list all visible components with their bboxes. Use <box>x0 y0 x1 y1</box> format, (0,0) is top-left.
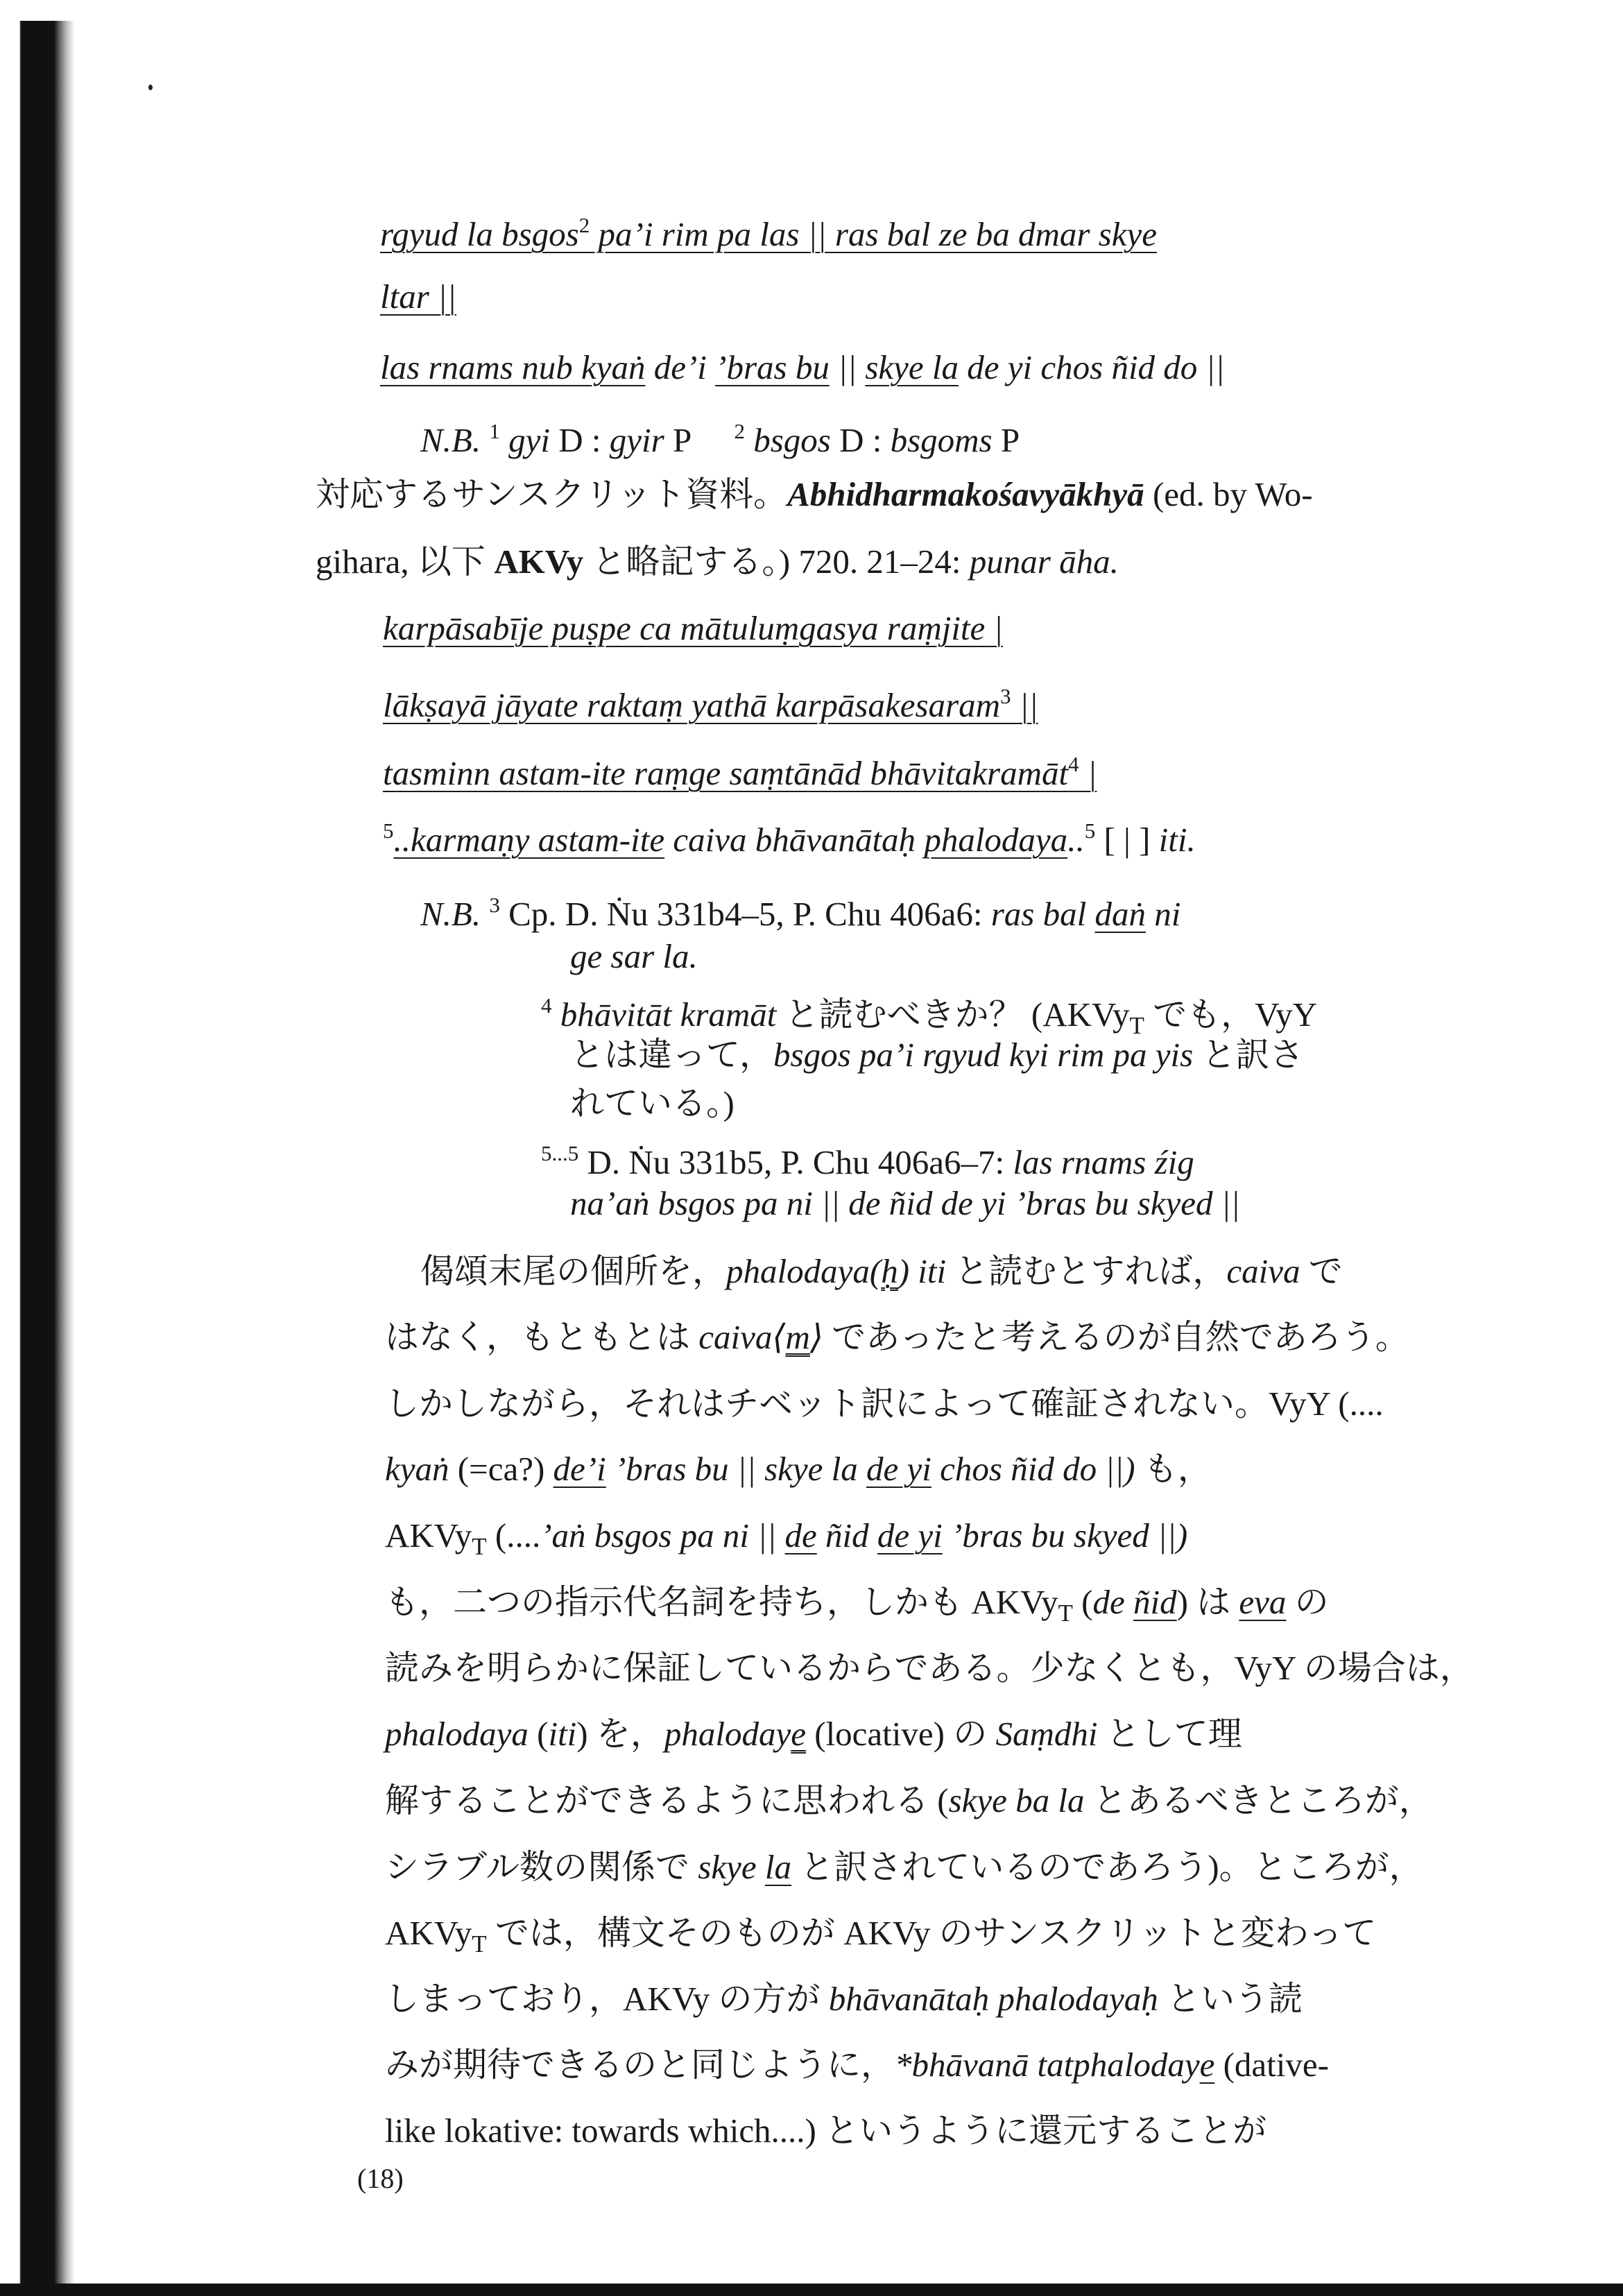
body-line-7: 読みを明らかに保証しているからである。少なくとも，VyY の場合は， <box>385 1649 1474 1687</box>
footnote-5-line-1: $^{5...5}$ D. Ṅu 331b5, P. Chu 406a6–7: las rnams źig <box>541 1141 1194 1181</box>
tibetan-verse-line-2: ltar || <box>380 277 456 316</box>
intro-line-2: gihara, 以下 AKVy と略記する。) 720. 21–24: punar āha. <box>316 542 1119 581</box>
body-line-1: 偈頌末尾の個所を，phalodaya(ḥ) iti と読むとすれば，caiva で <box>420 1252 1343 1290</box>
body-line-6: も，二つの指示代名詞を持ち，しかも AKVy$_T$ (de ñid) は eva の <box>385 1583 1329 1627</box>
sanskrit-verse-line-1: karpāsabīje puṣpe ca mātuluṃgasya raṃjite | <box>383 609 1004 647</box>
footnote-4-line-3: れている。) <box>570 1084 735 1122</box>
scan-speck <box>148 85 153 90</box>
footnote-nb-1-2: N.B. $^1$ gyi D : gyir P $^2$ bsgos D : bsgoms P <box>420 419 1020 459</box>
body-line-13: みが期待できるのと同じように，*bhāvanā tatphalodaye (dative- <box>385 2046 1329 2084</box>
sanskrit-verse-line-2: lākṣayā jāyate raktaṃ yathā karpāsakesaram$^3$ || <box>383 684 1038 724</box>
footnote-4-line-1: $^4$ bhāvitāt kramāt と読むべきか？ (AKVy$_T$ でも，VyY <box>541 993 1317 1039</box>
body-line-9: 解することができるように思われる (skye ba la とあるべきところが， <box>385 1781 1433 1819</box>
body-line-3: しかしながら，それはチベット訳によって確証されない。VyY (.... <box>385 1385 1384 1423</box>
footnote-3-line-2: ge sar la. <box>570 937 698 975</box>
body-line-4: kyaṅ (=ca?) de’i ’bras bu || skye la de yi chos ñid do ||) も， <box>385 1450 1212 1488</box>
footnote-5-line-2: na’aṅ bsgos pa ni || de ñid de yi ’bras bu skyed || <box>570 1184 1240 1222</box>
body-line-11: AKVy$_T$ では，構文そのものが AKVy のサンスクリットと変わって <box>385 1914 1377 1957</box>
page-number: (18) <box>357 2163 404 2194</box>
body-line-10: シラブル数の関係で skye la と訳されているのであろう)。ところが， <box>385 1848 1423 1886</box>
tibetan-verse-line-3: las rnams nub kyaṅ de’i ’bras bu || skye la de yi chos ñid do || <box>380 348 1225 386</box>
sanskrit-verse-line-4: $^5$..karmaṇy astam-ite caiva bhāvanātaḥ phalodaya..$^5$ [ | ] iti. <box>383 819 1196 859</box>
footnote-4-line-2: とは違って，bsgos pa’i rgyud kyi rim pa yis と訳さ <box>570 1036 1304 1074</box>
tibetan-verse-line-1: rgyud la bsgos$^2$ pa’i rim pa las || ras bal ze ba dmar skye <box>380 213 1157 253</box>
body-line-2: はなく，もともとは caiva⟨m⟩ であったと考えるのが自然であろう。 <box>385 1318 1409 1356</box>
body-line-5: AKVy$_T$ (....’aṅ bsgos pa ni || de ñid de yi ’bras bu skyed ||) <box>385 1516 1188 1560</box>
scan-binding-edge <box>0 21 75 2296</box>
body-line-8: phalodaya (iti) を，phalodaye (locative) の Saṃdhi として理 <box>385 1715 1242 1753</box>
footnote-3-line-1: N.B. $^3$ Cp. D. Ṅu 331b4–5, P. Chu 406a6: ras bal daṅ ni <box>420 893 1181 933</box>
body-line-14: like lokative: towards which....) というように還元することが <box>385 2111 1267 2150</box>
body-line-12: しまっており，AKVy の方が bhāvanātaḥ phalodayaḥ という読 <box>385 1980 1303 2018</box>
intro-line-1: 対応するサンスクリット資料。Abhidharmakośavyākhyā (ed. by Wo- <box>316 475 1313 513</box>
sanskrit-verse-line-3: tasminn astam-ite raṃge saṃtānād bhāvitakramāt$^4$ | <box>383 752 1097 792</box>
scan-bottom-edge <box>0 2284 1623 2296</box>
